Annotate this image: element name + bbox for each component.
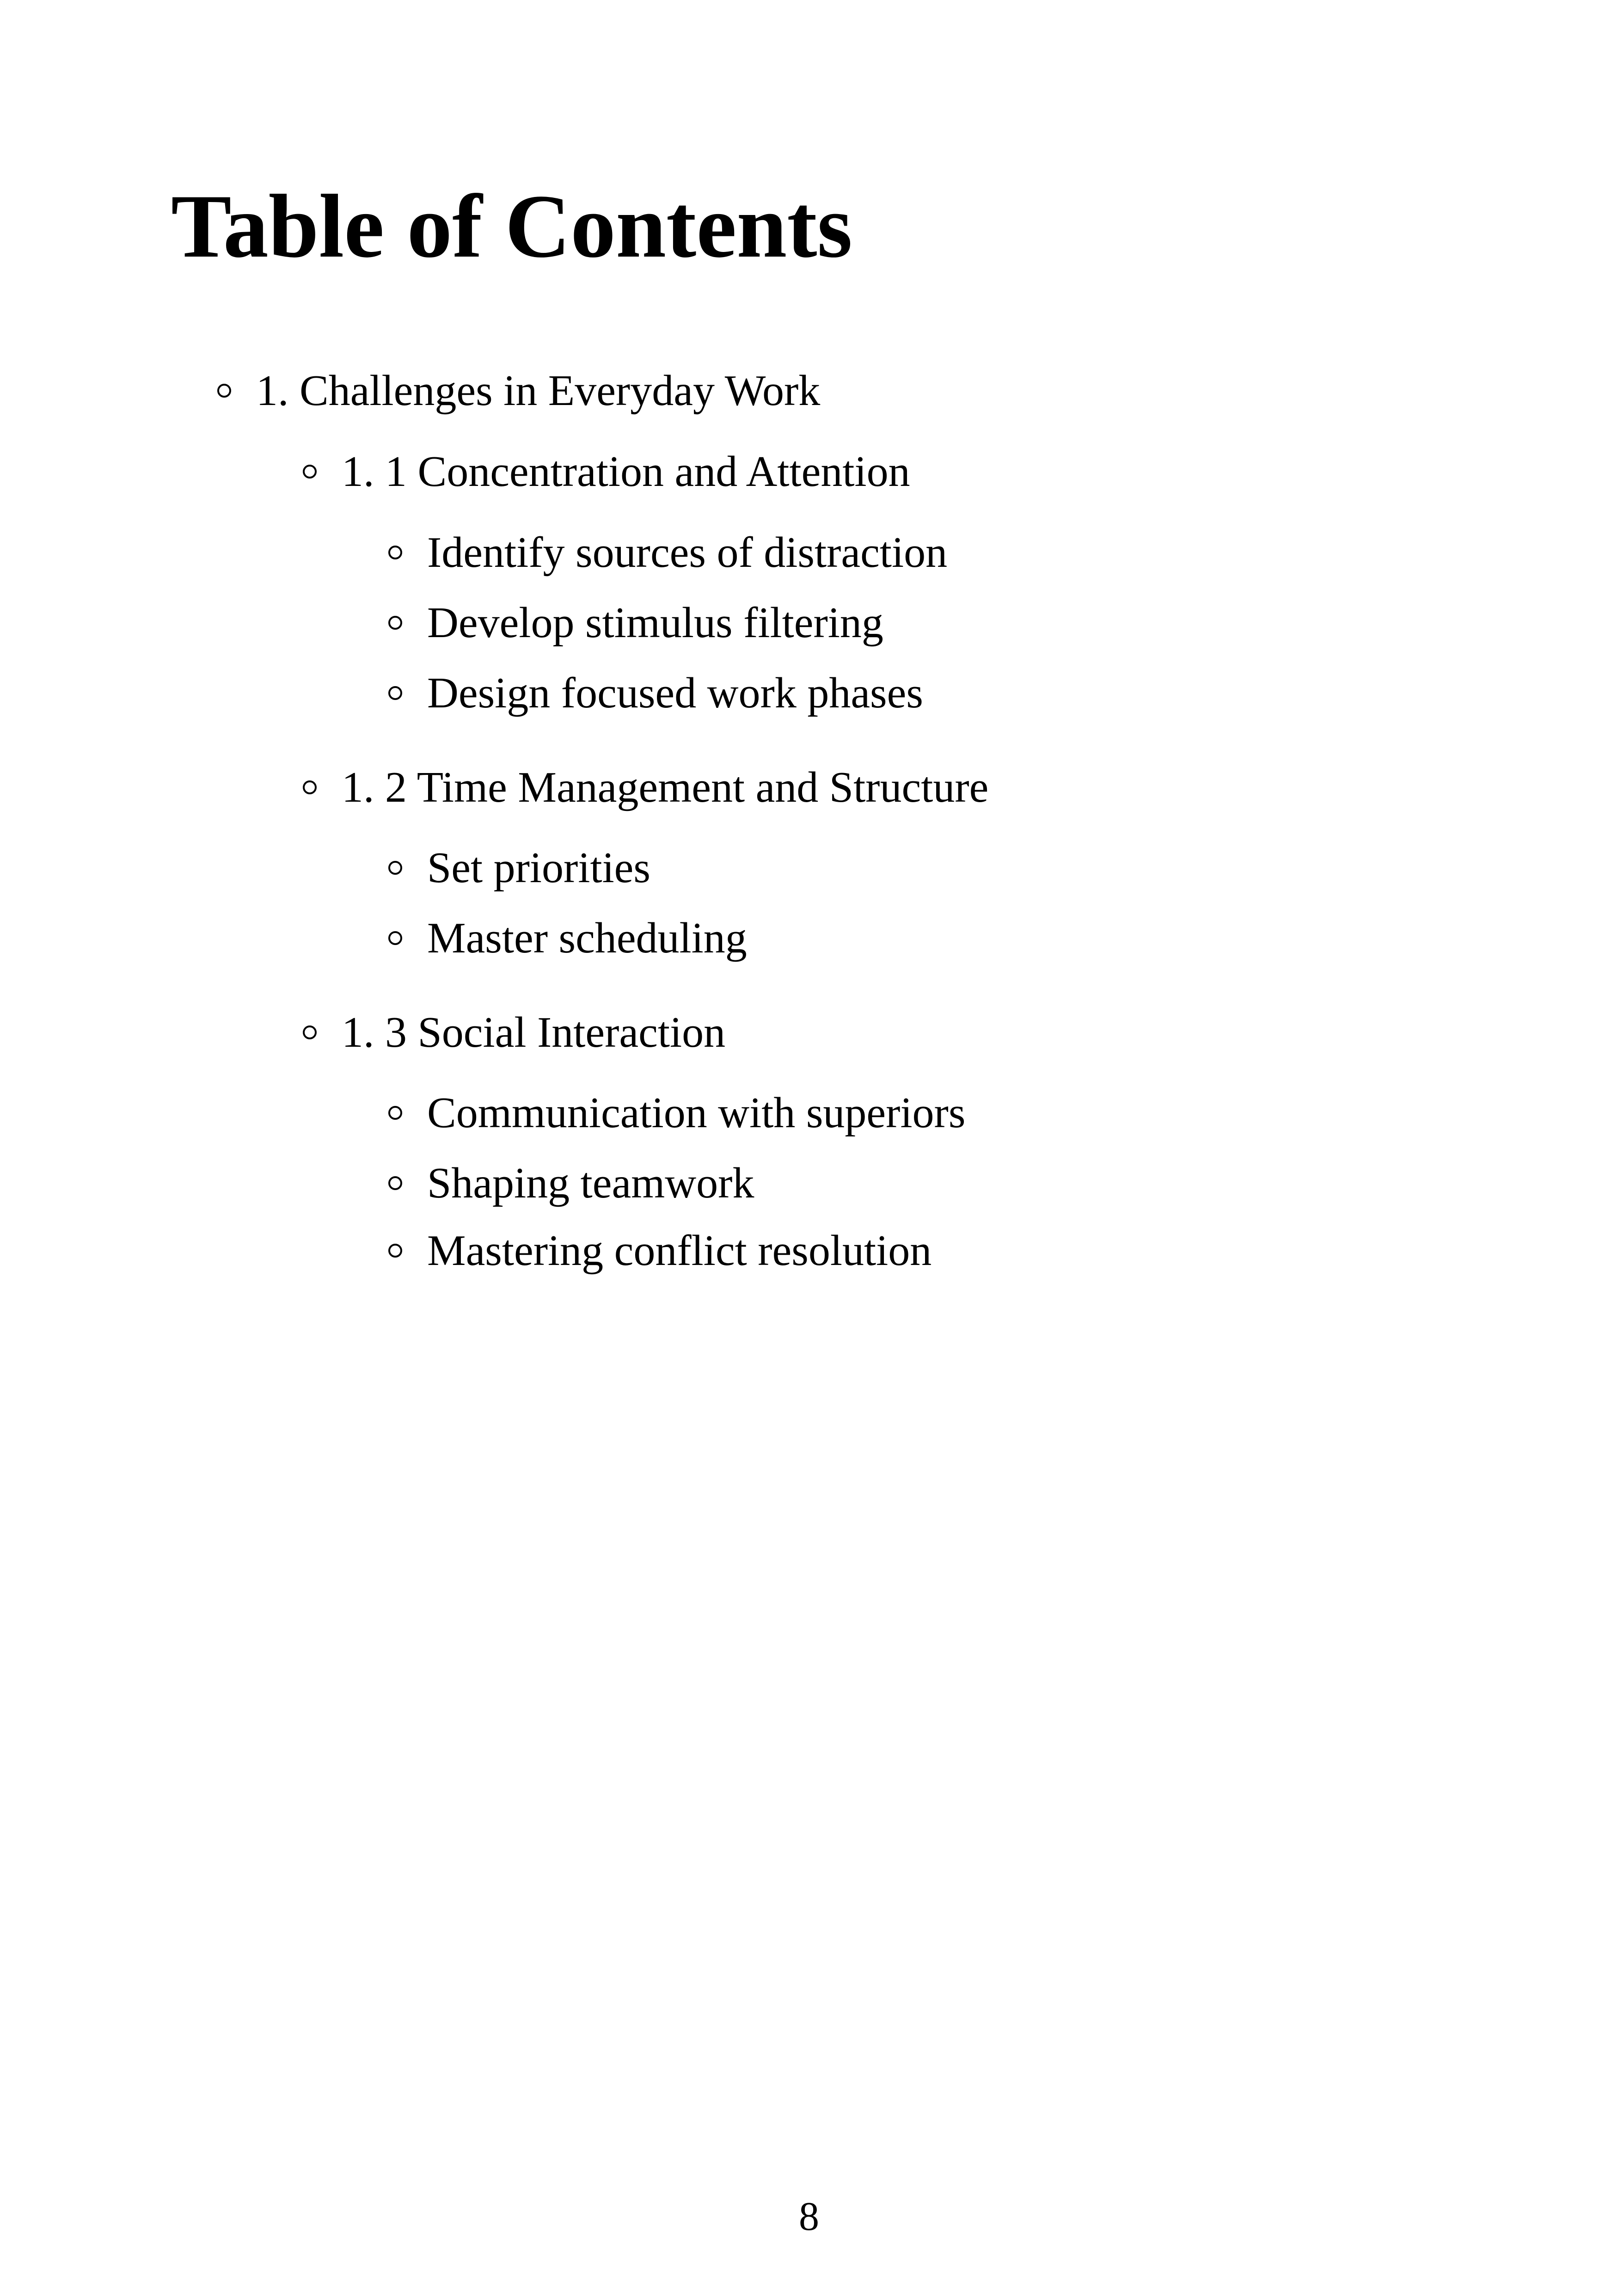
open-circle-icon	[388, 686, 402, 700]
toc-item-label: Identify sources of distraction	[427, 528, 948, 577]
toc-section-label: 1. 2 Time Management and Structure	[342, 763, 989, 811]
toc-item[interactable]	[388, 668, 923, 718]
toc-section-label: 1. 1 Concentration and Attention	[342, 448, 910, 496]
toc-item[interactable]	[388, 1087, 965, 1138]
toc-section-1-1[interactable]	[303, 446, 910, 497]
toc-item[interactable]	[388, 597, 883, 648]
open-circle-icon	[217, 384, 231, 398]
toc-item-label: Shaping teamwork	[427, 1159, 754, 1207]
open-circle-icon	[388, 546, 402, 559]
toc-item-label: Communication with superiors	[427, 1089, 966, 1137]
open-circle-icon	[388, 616, 402, 630]
toc-section-label: 1. 3 Social Interaction	[342, 1008, 726, 1056]
toc-item[interactable]	[388, 842, 650, 893]
toc-chapter-1[interactable]	[217, 365, 820, 416]
toc-section-1-3[interactable]	[303, 1007, 725, 1058]
open-circle-icon	[388, 931, 402, 945]
open-circle-icon	[388, 861, 402, 875]
toc-item[interactable]	[388, 1225, 932, 1276]
toc-item-label: Set priorities	[427, 844, 650, 892]
toc-chapter-label: 1. Challenges in Everyday Work	[256, 367, 821, 415]
open-circle-icon	[303, 780, 317, 794]
toc-item-label: Master scheduling	[427, 914, 747, 962]
toc-section-1-2[interactable]	[303, 762, 988, 813]
page-number: 8	[799, 2194, 819, 2239]
open-circle-icon	[388, 1244, 402, 1258]
toc-item-label: Mastering conflict resolution	[427, 1227, 932, 1275]
toc-item[interactable]	[388, 1158, 754, 1209]
open-circle-icon	[388, 1106, 402, 1120]
toc-item[interactable]	[388, 913, 747, 964]
toc-item-label: Develop stimulus filtering	[427, 599, 883, 647]
open-circle-icon	[303, 465, 317, 479]
page-title: Table of Contents	[171, 176, 852, 276]
toc-item-label: Design focused work phases	[427, 669, 923, 717]
toc-item[interactable]	[388, 527, 947, 578]
open-circle-icon	[388, 1176, 402, 1190]
open-circle-icon	[303, 1025, 317, 1039]
